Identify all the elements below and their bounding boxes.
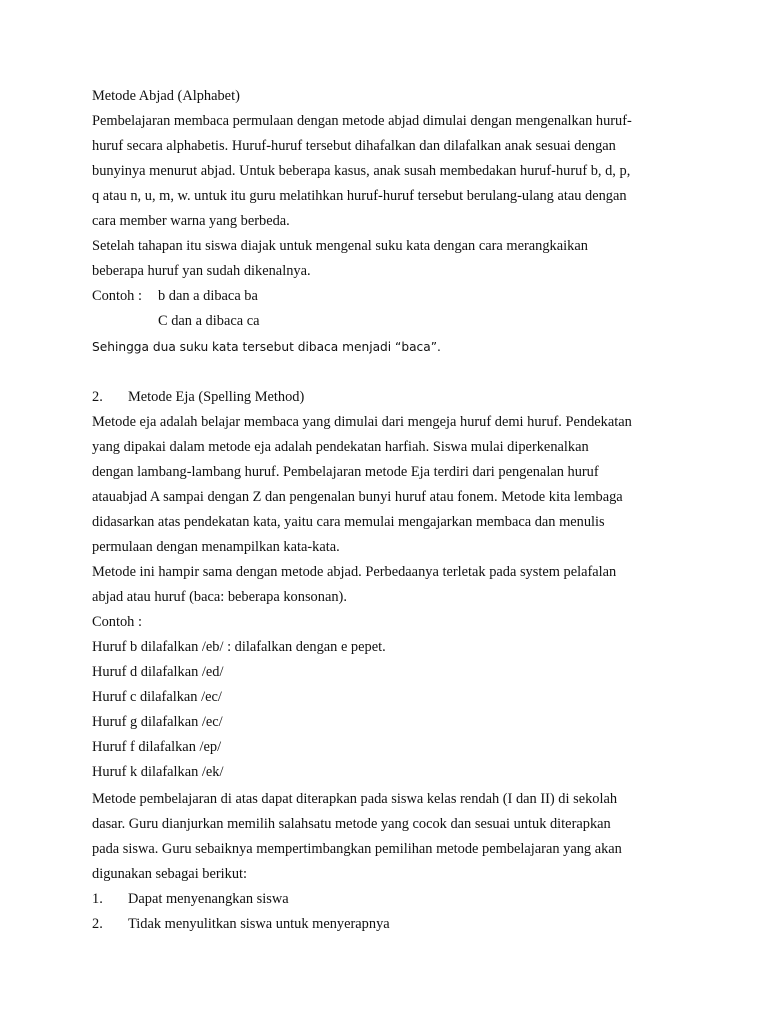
paragraph-line: digunakan sebagai berikut: [92, 866, 248, 882]
paragraph-line: dengan lambang-lambang huruf. Pembelajaran metode Eja terdiri dari pengenalan huruf [92, 464, 599, 480]
example-item: b dan a dibaca ba [158, 288, 258, 304]
example-item: Huruf c dilafalkan /ec/ [92, 689, 222, 705]
section-title-eja: Metode Eja (Spelling Method) [128, 389, 305, 405]
example-item: Huruf b dilafalkan /eb/ : dilafalkan dengan e pepet. [92, 639, 386, 655]
paragraph-line: Setelah tahapan itu siswa diajak untuk mengenal suku kata dengan cara merangkaikan [92, 238, 588, 254]
example-item: Huruf d dilafalkan /ed/ [92, 664, 224, 680]
list-number: 2. [92, 916, 103, 932]
example-label: Contoh : [92, 614, 142, 630]
paragraph-line: beberapa huruf yan sudah dikenalnya. [92, 263, 311, 279]
paragraph-line: Metode eja adalah belajar membaca yang dimulai dari mengeja huruf demi huruf. Pendekatan [92, 414, 632, 430]
paragraph-line: abjad atau huruf (baca: beberapa konsonan). [92, 589, 347, 605]
paragraph-line: huruf secara alphabetis. Huruf-huruf tersebut dihafalkan dan dilafalkan anak sesuai dengan [92, 138, 616, 154]
example-item: Huruf f dilafalkan /ep/ [92, 739, 222, 755]
list-item-text: Dapat menyenangkan siswa [128, 891, 289, 907]
paragraph-line: Metode pembelajaran di atas dapat diterapkan pada siswa kelas rendah (I dan II) di sekolah [92, 791, 618, 807]
example-item: C dan a dibaca ca [158, 313, 260, 329]
list-item-text: Tidak menyulitkan siswa untuk menyerapnya [128, 916, 390, 932]
paragraph-line: Metode ini hampir sama dengan metode abjad. Perbedaanya terletak pada system pelafalan [92, 564, 617, 580]
paragraph-line: dasar. Guru dianjurkan memilih salahsatu metode yang cocok dan sesuai untuk diterapkan [92, 816, 611, 832]
example-item: Huruf k dilafalkan /ek/ [92, 764, 224, 780]
list-number: 1. [92, 891, 103, 907]
paragraph-line: bunyinya menurut abjad. Untuk beberapa kasus, anak susah membedakan huruf-huruf b, d, p, [92, 163, 631, 179]
paragraph-line: cara member warna yang berbeda. [92, 213, 290, 229]
example-item: Huruf g dilafalkan /ec/ [92, 714, 223, 730]
paragraph-line: q atau n, u, m, w. untuk itu guru melatihkan huruf-huruf tersebut berulang-ulang atau dengan [92, 188, 627, 204]
paragraph-line: didasarkan atas pendekatan kata, yaitu cara memulai mengajarkan membaca dan menulis [92, 514, 605, 530]
paragraph-line: atauabjad A sampai dengan Z dan pengenalan bunyi huruf atau fonem. Metode kita lembaga [92, 489, 623, 505]
section-number: 2. [92, 389, 103, 405]
conclusion-line: Sehingga dua suku kata tersebut dibaca menjadi “baca”. [92, 340, 441, 354]
example-label: Contoh : [92, 288, 142, 304]
paragraph-line: yang dipakai dalam metode eja adalah pendekatan harfiah. Siswa mulai diperkenalkan [92, 439, 589, 455]
paragraph-line: Pembelajaran membaca permulaan dengan metode abjad dimulai dengan mengenalkan huruf- [92, 113, 632, 129]
paragraph-line: permulaan dengan menampilkan kata-kata. [92, 539, 340, 555]
paragraph-line: pada siswa. Guru sebaiknya mempertimbangkan pemilihan metode pembelajaran yang akan [92, 841, 622, 857]
section-title-abjad: Metode Abjad (Alphabet) [92, 88, 240, 104]
